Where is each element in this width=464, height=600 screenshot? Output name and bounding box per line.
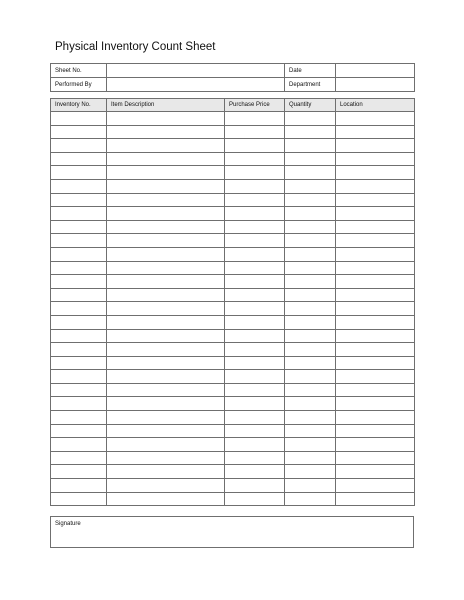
purchase-price-cell[interactable] xyxy=(225,220,285,234)
item-description-cell[interactable] xyxy=(107,193,225,207)
location-cell[interactable] xyxy=(336,370,415,384)
inventory-no-cell[interactable] xyxy=(51,383,107,397)
column-header-quantity: Quantity xyxy=(285,99,336,112)
quantity-cell[interactable] xyxy=(285,193,336,207)
table-row xyxy=(51,383,415,397)
performed-by-field[interactable] xyxy=(107,78,285,92)
quantity-cell[interactable] xyxy=(285,261,336,275)
table-row xyxy=(51,275,415,289)
location-cell[interactable] xyxy=(336,329,415,343)
inventory-no-cell[interactable] xyxy=(51,261,107,275)
inventory-no-cell[interactable] xyxy=(51,343,107,357)
purchase-price-cell[interactable] xyxy=(225,112,285,126)
item-description-cell[interactable] xyxy=(107,125,225,139)
item-description-cell[interactable] xyxy=(107,424,225,438)
table-row xyxy=(51,125,415,139)
location-cell[interactable] xyxy=(336,492,415,506)
item-description-cell[interactable] xyxy=(107,207,225,221)
location-cell[interactable] xyxy=(336,411,415,425)
table-row xyxy=(51,370,415,384)
date-field[interactable] xyxy=(336,64,415,78)
inventory-no-cell[interactable] xyxy=(51,438,107,452)
location-cell[interactable] xyxy=(336,438,415,452)
table-row xyxy=(51,438,415,452)
purchase-price-cell[interactable] xyxy=(225,424,285,438)
table-row xyxy=(51,315,415,329)
location-cell[interactable] xyxy=(336,166,415,180)
location-cell[interactable] xyxy=(336,302,415,316)
purchase-price-cell[interactable] xyxy=(225,247,285,261)
inventory-no-cell[interactable] xyxy=(51,424,107,438)
item-description-cell[interactable] xyxy=(107,343,225,357)
purchase-price-cell[interactable] xyxy=(225,411,285,425)
inventory-header-row xyxy=(51,99,415,112)
inventory-no-cell[interactable] xyxy=(51,465,107,479)
table-row xyxy=(51,343,415,357)
department-label: Department xyxy=(285,78,336,92)
quantity-cell[interactable] xyxy=(285,329,336,343)
table-row xyxy=(51,424,415,438)
sheet-info-row xyxy=(51,78,415,92)
quantity-cell[interactable] xyxy=(285,479,336,493)
quantity-cell[interactable] xyxy=(285,343,336,357)
inventory-no-cell[interactable] xyxy=(51,152,107,166)
location-cell[interactable] xyxy=(336,451,415,465)
quantity-cell[interactable] xyxy=(285,397,336,411)
item-description-cell[interactable] xyxy=(107,220,225,234)
quantity-cell[interactable] xyxy=(285,492,336,506)
location-cell[interactable] xyxy=(336,179,415,193)
table-row xyxy=(51,356,415,370)
table-row xyxy=(51,166,415,180)
location-cell[interactable] xyxy=(336,397,415,411)
inventory-no-cell[interactable] xyxy=(51,370,107,384)
inventory-no-cell[interactable] xyxy=(51,315,107,329)
inventory-no-cell[interactable] xyxy=(51,288,107,302)
quantity-cell[interactable] xyxy=(285,152,336,166)
item-description-cell[interactable] xyxy=(107,370,225,384)
item-description-cell[interactable] xyxy=(107,383,225,397)
purchase-price-cell[interactable] xyxy=(225,302,285,316)
purchase-price-cell[interactable] xyxy=(225,261,285,275)
purchase-price-cell[interactable] xyxy=(225,479,285,493)
item-description-cell[interactable] xyxy=(107,397,225,411)
purchase-price-cell[interactable] xyxy=(225,166,285,180)
quantity-cell[interactable] xyxy=(285,315,336,329)
sheet-no-label: Sheet No. xyxy=(51,64,107,78)
purchase-price-cell[interactable] xyxy=(225,343,285,357)
purchase-price-cell[interactable] xyxy=(225,492,285,506)
item-description-cell[interactable] xyxy=(107,275,225,289)
inventory-no-cell[interactable] xyxy=(51,112,107,126)
item-description-cell[interactable] xyxy=(107,288,225,302)
inventory-no-cell[interactable] xyxy=(51,234,107,248)
table-row xyxy=(51,139,415,153)
table-row xyxy=(51,261,415,275)
purchase-price-cell[interactable] xyxy=(225,275,285,289)
date-label: Date xyxy=(285,64,336,78)
inventory-no-cell[interactable] xyxy=(51,220,107,234)
item-description-cell[interactable] xyxy=(107,451,225,465)
column-header-location: Location xyxy=(336,99,415,112)
quantity-cell[interactable] xyxy=(285,370,336,384)
location-cell[interactable] xyxy=(336,193,415,207)
location-cell[interactable] xyxy=(336,383,415,397)
quantity-cell[interactable] xyxy=(285,465,336,479)
item-description-cell[interactable] xyxy=(107,315,225,329)
table-row xyxy=(51,451,415,465)
quantity-cell[interactable] xyxy=(285,207,336,221)
table-row xyxy=(51,492,415,506)
item-description-cell[interactable] xyxy=(107,411,225,425)
table-row xyxy=(51,288,415,302)
quantity-cell[interactable] xyxy=(285,179,336,193)
page-title: Physical Inventory Count Sheet xyxy=(55,41,216,53)
quantity-cell[interactable] xyxy=(285,234,336,248)
inventory-no-cell[interactable] xyxy=(51,275,107,289)
purchase-price-cell[interactable] xyxy=(225,152,285,166)
location-cell[interactable] xyxy=(336,125,415,139)
inventory-no-cell[interactable] xyxy=(51,397,107,411)
quantity-cell[interactable] xyxy=(285,302,336,316)
purchase-price-cell[interactable] xyxy=(225,193,285,207)
quantity-cell[interactable] xyxy=(285,383,336,397)
inventory-no-cell[interactable] xyxy=(51,329,107,343)
item-description-cell[interactable] xyxy=(107,139,225,153)
signature-box xyxy=(50,516,414,548)
quantity-cell[interactable] xyxy=(285,438,336,452)
quantity-cell[interactable] xyxy=(285,247,336,261)
department-field[interactable] xyxy=(336,78,415,92)
inventory-no-cell[interactable] xyxy=(51,492,107,506)
location-cell[interactable] xyxy=(336,247,415,261)
signature-field[interactable] xyxy=(51,517,414,548)
purchase-price-cell[interactable] xyxy=(225,315,285,329)
item-description-cell[interactable] xyxy=(107,479,225,493)
sheet-no-field[interactable] xyxy=(107,64,285,78)
quantity-cell[interactable] xyxy=(285,411,336,425)
inventory-no-cell[interactable] xyxy=(51,125,107,139)
purchase-price-cell[interactable] xyxy=(225,329,285,343)
table-row xyxy=(51,465,415,479)
inventory-no-cell[interactable] xyxy=(51,207,107,221)
location-cell[interactable] xyxy=(336,356,415,370)
purchase-price-cell[interactable] xyxy=(225,207,285,221)
inventory-no-cell[interactable] xyxy=(51,356,107,370)
purchase-price-cell[interactable] xyxy=(225,397,285,411)
quantity-cell[interactable] xyxy=(285,275,336,289)
location-cell[interactable] xyxy=(336,139,415,153)
table-row xyxy=(51,220,415,234)
purchase-price-cell[interactable] xyxy=(225,356,285,370)
purchase-price-cell[interactable] xyxy=(225,370,285,384)
item-description-cell[interactable] xyxy=(107,179,225,193)
inventory-no-cell[interactable] xyxy=(51,247,107,261)
sheet-info-table xyxy=(50,63,415,92)
inventory-no-cell[interactable] xyxy=(51,166,107,180)
item-description-cell[interactable] xyxy=(107,492,225,506)
location-cell[interactable] xyxy=(336,207,415,221)
purchase-price-cell[interactable] xyxy=(225,465,285,479)
item-description-cell[interactable] xyxy=(107,234,225,248)
item-description-cell[interactable] xyxy=(107,465,225,479)
performed-by-label: Performed By xyxy=(51,78,107,92)
location-cell[interactable] xyxy=(336,479,415,493)
sheet-info-row xyxy=(51,64,415,78)
quantity-cell[interactable] xyxy=(285,288,336,302)
table-row xyxy=(51,411,415,425)
location-cell[interactable] xyxy=(336,343,415,357)
item-description-cell[interactable] xyxy=(107,152,225,166)
quantity-cell[interactable] xyxy=(285,139,336,153)
inventory-no-cell[interactable] xyxy=(51,302,107,316)
column-header-inventory-no: Inventory No. xyxy=(51,99,107,112)
table-row xyxy=(51,397,415,411)
purchase-price-cell[interactable] xyxy=(225,383,285,397)
table-row xyxy=(51,207,415,221)
location-cell[interactable] xyxy=(336,152,415,166)
purchase-price-cell[interactable] xyxy=(225,125,285,139)
item-description-cell[interactable] xyxy=(107,302,225,316)
table-row xyxy=(51,302,415,316)
location-cell[interactable] xyxy=(336,234,415,248)
inventory-table xyxy=(50,98,415,506)
quantity-cell[interactable] xyxy=(285,424,336,438)
inventory-no-cell[interactable] xyxy=(51,479,107,493)
table-row xyxy=(51,152,415,166)
purchase-price-cell[interactable] xyxy=(225,234,285,248)
signature-label: Signature xyxy=(55,521,81,527)
location-cell[interactable] xyxy=(336,288,415,302)
table-row xyxy=(51,479,415,493)
item-description-cell[interactable] xyxy=(107,329,225,343)
inventory-no-cell[interactable] xyxy=(51,411,107,425)
item-description-cell[interactable] xyxy=(107,166,225,180)
column-header-purchase-price: Purchase Price xyxy=(225,99,285,112)
table-row xyxy=(51,247,415,261)
location-cell[interactable] xyxy=(336,220,415,234)
quantity-cell[interactable] xyxy=(285,112,336,126)
item-description-cell[interactable] xyxy=(107,356,225,370)
table-row xyxy=(51,179,415,193)
location-cell[interactable] xyxy=(336,315,415,329)
purchase-price-cell[interactable] xyxy=(225,438,285,452)
location-cell[interactable] xyxy=(336,424,415,438)
table-row xyxy=(51,193,415,207)
inventory-no-cell[interactable] xyxy=(51,179,107,193)
quantity-cell[interactable] xyxy=(285,125,336,139)
column-header-item-description: Item Description xyxy=(107,99,225,112)
inventory-rows xyxy=(51,112,415,506)
quantity-cell[interactable] xyxy=(285,451,336,465)
purchase-price-cell[interactable] xyxy=(225,288,285,302)
quantity-cell[interactable] xyxy=(285,220,336,234)
table-row xyxy=(51,234,415,248)
table-row xyxy=(51,329,415,343)
table-row xyxy=(51,112,415,126)
inventory-no-cell[interactable] xyxy=(51,139,107,153)
item-description-cell[interactable] xyxy=(107,247,225,261)
signature-row xyxy=(51,517,414,548)
item-description-cell[interactable] xyxy=(107,112,225,126)
item-description-cell[interactable] xyxy=(107,438,225,452)
purchase-price-cell[interactable] xyxy=(225,139,285,153)
quantity-cell[interactable] xyxy=(285,166,336,180)
purchase-price-cell[interactable] xyxy=(225,179,285,193)
inventory-no-cell[interactable] xyxy=(51,193,107,207)
location-cell[interactable] xyxy=(336,465,415,479)
item-description-cell[interactable] xyxy=(107,261,225,275)
quantity-cell[interactable] xyxy=(285,356,336,370)
purchase-price-cell[interactable] xyxy=(225,451,285,465)
location-cell[interactable] xyxy=(336,261,415,275)
inventory-no-cell[interactable] xyxy=(51,451,107,465)
location-cell[interactable] xyxy=(336,112,415,126)
location-cell[interactable] xyxy=(336,275,415,289)
